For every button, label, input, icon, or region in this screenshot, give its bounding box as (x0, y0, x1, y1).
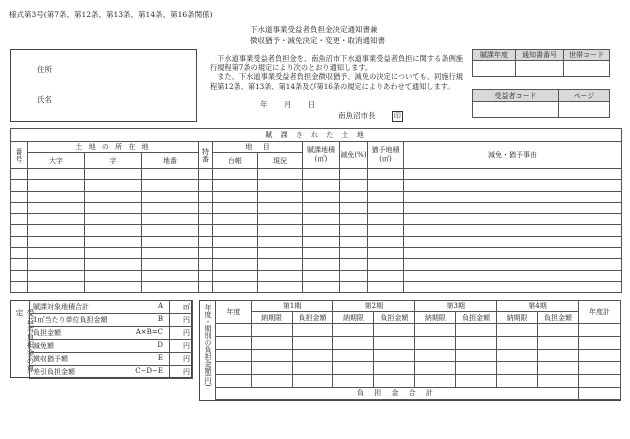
land-cell[interactable] (404, 169, 622, 180)
land-cell[interactable] (199, 259, 213, 270)
deadline-header: 納期限 (415, 312, 456, 324)
land-cell[interactable] (11, 202, 28, 213)
seal-mark: 印 (393, 112, 401, 120)
period-cell[interactable] (216, 349, 252, 362)
land-cell[interactable] (213, 202, 258, 213)
land-cell[interactable] (85, 191, 142, 202)
period-cell[interactable] (578, 336, 620, 349)
period-cell[interactable] (578, 375, 620, 388)
period-4-header: 第4期 (497, 301, 579, 312)
deadline-header: 納期限 (251, 312, 292, 324)
year-header: 年度 (216, 301, 252, 324)
period-cell[interactable] (415, 362, 456, 375)
calc-row (30, 353, 193, 366)
land-cell[interactable] (258, 248, 303, 259)
land-cell[interactable] (142, 214, 199, 225)
land-cell[interactable] (85, 202, 142, 213)
period-cell[interactable] (497, 375, 538, 388)
land-cell[interactable] (11, 248, 28, 259)
land-row (11, 191, 622, 202)
land-cell[interactable] (213, 191, 258, 202)
period-cell[interactable] (578, 362, 620, 375)
land-cell[interactable] (213, 180, 258, 191)
calc-label: 賦課対象地積合計 (33, 303, 89, 311)
calc-code: C−D−E (135, 367, 163, 375)
period-1-header: 第1期 (251, 301, 333, 312)
calc-row (30, 366, 193, 379)
period-cell[interactable] (333, 375, 374, 388)
period-cell[interactable] (251, 336, 292, 349)
land-cell[interactable] (404, 248, 622, 259)
beneficiary-code-cell[interactable] (473, 102, 559, 118)
calc-label-cell (30, 353, 170, 366)
land-cell[interactable] (199, 236, 213, 247)
land-cell[interactable] (258, 281, 303, 292)
land-cell[interactable] (404, 259, 622, 270)
land-table (10, 128, 622, 293)
fiscal-info-table (472, 49, 610, 77)
name-label: 氏名 (37, 95, 52, 104)
year-total-header: 年度計 (578, 301, 620, 324)
land-cell[interactable] (258, 169, 303, 180)
issuer-name: 南魚沼市長 (338, 111, 376, 120)
land-cell[interactable] (85, 248, 142, 259)
grand-total-label: 負 担 金 合 計 (216, 387, 579, 399)
land-row (11, 180, 622, 191)
calc-row (30, 301, 193, 314)
land-cell[interactable] (142, 202, 199, 213)
fiscal-year-cell[interactable] (473, 61, 516, 77)
land-cell[interactable] (142, 270, 199, 281)
land-row (11, 214, 622, 225)
period-row (216, 336, 621, 349)
land-cell[interactable] (11, 270, 28, 281)
period-row (216, 324, 621, 337)
land-cell[interactable] (28, 236, 85, 247)
land-cell[interactable] (368, 202, 404, 213)
beneficiary-code-header: 受益者コード (473, 90, 559, 102)
date-label: 年 月 日 (260, 100, 316, 109)
household-code-cell[interactable] (564, 61, 610, 77)
land-cell[interactable] (142, 225, 199, 236)
deadline-header: 納期限 (497, 312, 538, 324)
land-cell[interactable] (340, 191, 368, 202)
land-cell[interactable] (340, 236, 368, 247)
calc-label-cell (30, 366, 170, 379)
land-cell[interactable] (368, 225, 404, 236)
land-cell[interactable] (11, 259, 28, 270)
calc-label: 減免額 (33, 342, 54, 350)
land-cell[interactable] (142, 281, 199, 292)
land-row (11, 225, 622, 236)
period-cell[interactable] (292, 324, 333, 337)
land-cell[interactable] (199, 225, 213, 236)
calc-code: B (157, 315, 163, 323)
land-cell[interactable] (142, 259, 199, 270)
calc-row (30, 314, 193, 327)
period-cell[interactable] (374, 362, 415, 375)
calc-label-cell (30, 314, 170, 327)
period-cell[interactable] (333, 324, 374, 337)
notice-paragraph-1: 下水道事業受益者負担金を、南魚沼市下水道事業受益者負担に関する条例施行規程第7条の規定により次のとおり通知します。 (210, 54, 463, 73)
period-cell[interactable] (415, 375, 456, 388)
period-cell[interactable] (538, 362, 579, 375)
land-cell[interactable] (28, 202, 85, 213)
period-row (216, 362, 621, 375)
amount-header: 負担金額 (538, 312, 579, 324)
calc-code: A×B=C (135, 328, 163, 336)
land-cell[interactable] (142, 191, 199, 202)
period-cell[interactable] (333, 362, 374, 375)
period-cell[interactable] (216, 375, 252, 388)
reason-header: 減免・猶予事由 (404, 142, 622, 169)
page-cell[interactable] (559, 102, 610, 118)
land-cell[interactable] (85, 214, 142, 225)
notice-paragraph-2: また、下水道事業受益者負担金徴収猶予、減免の決定についても、同施行規程第12条、第13条、第14条及び第16条の規定によりあわせて通知します。 (210, 72, 463, 91)
land-cell[interactable] (85, 281, 142, 292)
land-cell[interactable] (11, 281, 28, 292)
land-cell[interactable] (85, 225, 142, 236)
land-cell[interactable] (213, 248, 258, 259)
land-cell[interactable] (404, 236, 622, 247)
period-cell[interactable] (251, 349, 292, 362)
land-cell[interactable] (142, 236, 199, 247)
land-cell[interactable] (404, 191, 622, 202)
calc-unit: 円 (170, 327, 193, 340)
land-cell[interactable] (404, 270, 622, 281)
land-cell[interactable] (28, 169, 85, 180)
period-cell[interactable] (415, 324, 456, 337)
grand-total-cell[interactable] (578, 387, 620, 399)
land-row (11, 270, 622, 281)
land-cell[interactable] (303, 180, 340, 191)
period-cell[interactable] (456, 375, 497, 388)
calc-label-cell (30, 340, 170, 353)
period-cell[interactable] (415, 349, 456, 362)
land-cell[interactable] (404, 281, 622, 292)
land-cell[interactable] (199, 169, 213, 180)
calc-label: 負担金額 (33, 329, 61, 337)
address-label: 住所 (37, 65, 52, 74)
land-cell[interactable] (85, 259, 142, 270)
period-cell[interactable] (333, 336, 374, 349)
land-cell[interactable] (28, 281, 85, 292)
area-header: 賦課地積(㎡) (303, 142, 340, 169)
land-cell[interactable] (368, 236, 404, 247)
land-cell[interactable] (258, 180, 303, 191)
land-cell[interactable] (340, 180, 368, 191)
category-header: 地 目 (213, 142, 303, 153)
amount-header: 負担金額 (374, 312, 415, 324)
household-code-header: 世帯コード (564, 50, 610, 61)
land-cell[interactable] (404, 180, 622, 191)
land-cell[interactable] (303, 169, 340, 180)
land-cell[interactable] (303, 214, 340, 225)
land-cell[interactable] (258, 270, 303, 281)
land-cell[interactable] (11, 169, 28, 180)
calc-code: D (157, 341, 163, 349)
calc-label: 1㎡当たり単位負担金額 (33, 316, 108, 324)
land-cell[interactable] (11, 225, 28, 236)
land-cell[interactable] (368, 270, 404, 281)
land-cell[interactable] (199, 202, 213, 213)
calc-side-label: 受益者負担金の算定 (15, 309, 35, 373)
calc-label: 差引負担金額 (33, 368, 75, 376)
calc-unit: 円 (170, 314, 193, 327)
land-cell[interactable] (213, 236, 258, 247)
lot-number-header: 地番 (142, 153, 199, 169)
calc-unit: 円 (170, 366, 193, 379)
land-cell[interactable] (213, 225, 258, 236)
period-cell[interactable] (374, 336, 415, 349)
deadline-header: 納期限 (333, 312, 374, 324)
land-cell[interactable] (303, 281, 340, 292)
calc-label-cell (30, 301, 170, 314)
land-row (11, 259, 622, 270)
land-row (11, 236, 622, 247)
period-cell[interactable] (251, 375, 292, 388)
land-cell[interactable] (340, 202, 368, 213)
period-side-label: 年度・期別の負担金額(円) (204, 304, 212, 387)
land-cell[interactable] (11, 180, 28, 191)
land-cell[interactable] (258, 202, 303, 213)
calc-label-cell (30, 327, 170, 340)
title-line1: 下水道事業受益者負担金決定通知書兼 (250, 25, 378, 34)
land-cell[interactable] (258, 259, 303, 270)
land-table-title: 賦 課 さ れ た 土 地 (11, 129, 622, 142)
calc-code: A (157, 302, 163, 310)
land-cell[interactable] (213, 281, 258, 292)
period-cell[interactable] (292, 336, 333, 349)
land-cell[interactable] (340, 214, 368, 225)
notice-number-header: 通知書番号 (516, 50, 564, 61)
land-cell[interactable] (258, 214, 303, 225)
page-header: ページ (559, 90, 610, 102)
calc-table (29, 300, 193, 379)
period-cell[interactable] (374, 324, 415, 337)
land-cell[interactable] (28, 248, 85, 259)
address-box (10, 49, 197, 122)
reduction-header: 減免(%) (340, 142, 368, 169)
land-cell[interactable] (28, 225, 85, 236)
land-cell[interactable] (258, 236, 303, 247)
land-cell[interactable] (340, 259, 368, 270)
land-cell[interactable] (303, 259, 340, 270)
land-cell[interactable] (199, 248, 213, 259)
number-header: 番号 (11, 142, 28, 169)
location-header: 土 地 の 所 在 地 (28, 142, 199, 153)
land-cell[interactable] (213, 270, 258, 281)
notice-number-cell[interactable] (516, 61, 564, 77)
land-cell[interactable] (85, 169, 142, 180)
calc-label: 徴収猶予額 (33, 355, 68, 363)
land-cell[interactable] (213, 169, 258, 180)
period-cell[interactable] (251, 362, 292, 375)
land-cell[interactable] (85, 236, 142, 247)
period-cell[interactable] (374, 349, 415, 362)
land-cell[interactable] (303, 225, 340, 236)
aza-header: 字 (85, 153, 142, 169)
land-cell[interactable] (28, 214, 85, 225)
calc-unit: 円 (170, 340, 193, 353)
title-line2: 徴収猶予・減免決定・変更・取消通知書 (250, 36, 385, 45)
form-number: 様式第3号(第7条、第12条、第13条、第14条、第16条関係) (9, 10, 213, 19)
land-table-body (11, 169, 622, 293)
land-cell[interactable] (368, 169, 404, 180)
period-cell[interactable] (456, 349, 497, 362)
period-cell[interactable] (538, 375, 579, 388)
land-cell[interactable] (85, 270, 142, 281)
land-cell[interactable] (258, 191, 303, 202)
land-row (11, 281, 622, 292)
period-cell[interactable] (497, 349, 538, 362)
period-cell[interactable] (578, 324, 620, 337)
period-cell[interactable] (456, 324, 497, 337)
calc-unit: ㎡ (170, 301, 193, 314)
period-cell[interactable] (497, 324, 538, 337)
period-cell[interactable] (538, 336, 579, 349)
special-header: 特番 (199, 142, 213, 169)
land-cell[interactable] (340, 169, 368, 180)
land-cell[interactable] (368, 259, 404, 270)
period-cell[interactable] (456, 336, 497, 349)
land-cell[interactable] (258, 225, 303, 236)
land-cell[interactable] (404, 225, 622, 236)
land-cell[interactable] (404, 202, 622, 213)
land-cell[interactable] (340, 281, 368, 292)
land-cell[interactable] (340, 225, 368, 236)
land-cell[interactable] (28, 180, 85, 191)
amount-header: 負担金額 (456, 312, 497, 324)
land-cell[interactable] (303, 191, 340, 202)
land-cell[interactable] (28, 259, 85, 270)
land-cell[interactable] (213, 259, 258, 270)
land-cell[interactable] (303, 202, 340, 213)
land-cell[interactable] (142, 169, 199, 180)
land-cell[interactable] (199, 270, 213, 281)
land-cell[interactable] (303, 270, 340, 281)
land-cell[interactable] (213, 214, 258, 225)
land-row (11, 202, 622, 213)
calc-code: E (157, 354, 163, 362)
period-cell[interactable] (216, 324, 252, 337)
calc-row (30, 340, 193, 353)
period-cell[interactable] (216, 362, 252, 375)
land-cell[interactable] (199, 214, 213, 225)
land-cell[interactable] (85, 180, 142, 191)
period-cell[interactable] (456, 362, 497, 375)
land-cell[interactable] (142, 180, 199, 191)
land-cell[interactable] (199, 281, 213, 292)
land-cell[interactable] (368, 180, 404, 191)
fiscal-year-header: 賦課年度 (473, 50, 516, 61)
land-row (11, 248, 622, 259)
land-cell[interactable] (368, 191, 404, 202)
beneficiary-table (472, 89, 610, 118)
land-cell[interactable] (340, 270, 368, 281)
land-cell[interactable] (11, 214, 28, 225)
land-cell[interactable] (142, 248, 199, 259)
period-cell[interactable] (538, 349, 579, 362)
issuer (338, 111, 403, 122)
land-cell[interactable] (199, 191, 213, 202)
calc-row (30, 327, 193, 340)
notice-text (210, 54, 463, 91)
current-status-header: 現況 (258, 153, 303, 169)
period-cell[interactable] (216, 336, 252, 349)
period-cell[interactable] (497, 362, 538, 375)
period-2-header: 第2期 (333, 301, 415, 312)
land-cell[interactable] (303, 236, 340, 247)
land-cell[interactable] (368, 281, 404, 292)
land-row (11, 169, 622, 180)
land-cell[interactable] (28, 270, 85, 281)
period-table (215, 300, 621, 400)
period-3-header: 第3期 (415, 301, 497, 312)
land-cell[interactable] (368, 214, 404, 225)
land-cell[interactable] (340, 248, 368, 259)
period-cell[interactable] (415, 336, 456, 349)
land-cell[interactable] (404, 214, 622, 225)
ledger-header: 台帳 (213, 153, 258, 169)
period-cell[interactable] (292, 375, 333, 388)
land-cell[interactable] (199, 180, 213, 191)
period-cell[interactable] (578, 349, 620, 362)
deferred-area-header: 猶予地積(㎡) (368, 142, 404, 169)
amount-header: 負担金額 (292, 312, 333, 324)
land-cell[interactable] (368, 248, 404, 259)
period-row (216, 349, 621, 362)
land-cell[interactable] (11, 236, 28, 247)
period-cell[interactable] (292, 349, 333, 362)
land-cell[interactable] (11, 191, 28, 202)
calc-unit: 円 (170, 353, 193, 366)
land-cell[interactable] (28, 191, 85, 202)
period-cell[interactable] (333, 349, 374, 362)
period-cell[interactable] (497, 336, 538, 349)
period-cell[interactable] (292, 362, 333, 375)
period-cell[interactable] (538, 324, 579, 337)
period-row (216, 375, 621, 388)
land-cell[interactable] (303, 248, 340, 259)
oaza-header: 大字 (28, 153, 85, 169)
period-cell[interactable] (374, 375, 415, 388)
period-cell[interactable] (251, 324, 292, 337)
